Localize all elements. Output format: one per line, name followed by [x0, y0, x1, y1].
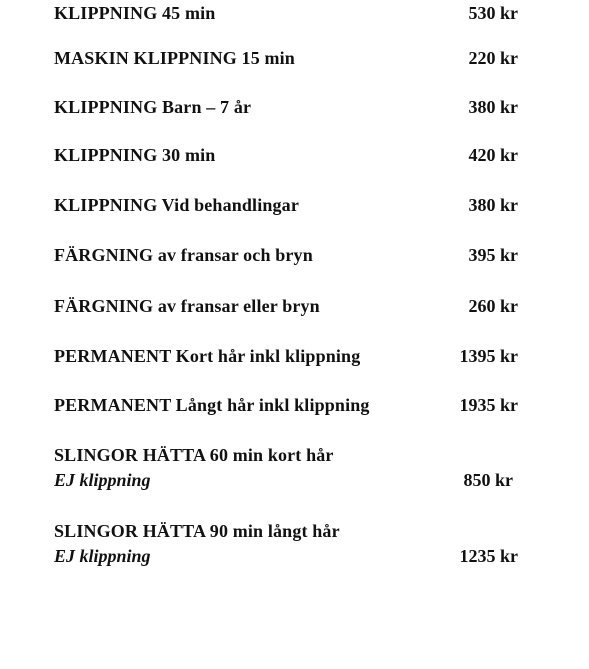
price-list-item	[54, 48, 518, 72]
service-price: 1935 kr	[459, 395, 518, 415]
service-price: 530 kr	[468, 3, 518, 23]
price-list-item	[54, 3, 518, 27]
price-list-item	[54, 195, 518, 219]
service-name: KLIPPNING Vid behandlingar	[54, 195, 299, 215]
price-list-item	[54, 296, 518, 320]
service-note: EJ klippning	[54, 546, 151, 566]
service-name: PERMANENT Långt hår inkl klippning	[54, 395, 370, 415]
service-name: FÄRGNING av fransar eller bryn	[54, 296, 320, 316]
service-name: KLIPPNING 45 min	[54, 3, 216, 23]
price-list-item	[54, 445, 518, 495]
service-name: SLINGOR HÄTTA 60 min kort hår	[54, 445, 334, 465]
service-name: KLIPPNING Barn – 7 år	[54, 97, 252, 117]
service-price: 220 kr	[468, 48, 518, 68]
price-list-item	[54, 395, 518, 419]
service-price: 380 kr	[468, 195, 518, 215]
service-name: PERMANENT Kort hår inkl klippning	[54, 346, 361, 366]
service-price: 850 kr	[463, 470, 513, 490]
price-list-item	[54, 346, 518, 370]
service-price: 1235 kr	[459, 546, 518, 566]
service-price: 420 kr	[468, 145, 518, 165]
price-list-item	[54, 521, 518, 571]
service-name: MASKIN KLIPPNING 15 min	[54, 48, 295, 68]
service-price: 1395 kr	[459, 346, 518, 366]
price-list-item	[54, 145, 518, 169]
service-price: 260 kr	[468, 296, 518, 316]
price-list-item	[54, 97, 518, 121]
service-price: 380 kr	[468, 97, 518, 117]
service-name: FÄRGNING av fransar och bryn	[54, 245, 313, 265]
service-note: EJ klippning	[54, 470, 151, 490]
price-list-item	[54, 245, 518, 269]
service-name: KLIPPNING 30 min	[54, 145, 216, 165]
service-name: SLINGOR HÄTTA 90 min långt hår	[54, 521, 340, 541]
service-price: 395 kr	[468, 245, 518, 265]
